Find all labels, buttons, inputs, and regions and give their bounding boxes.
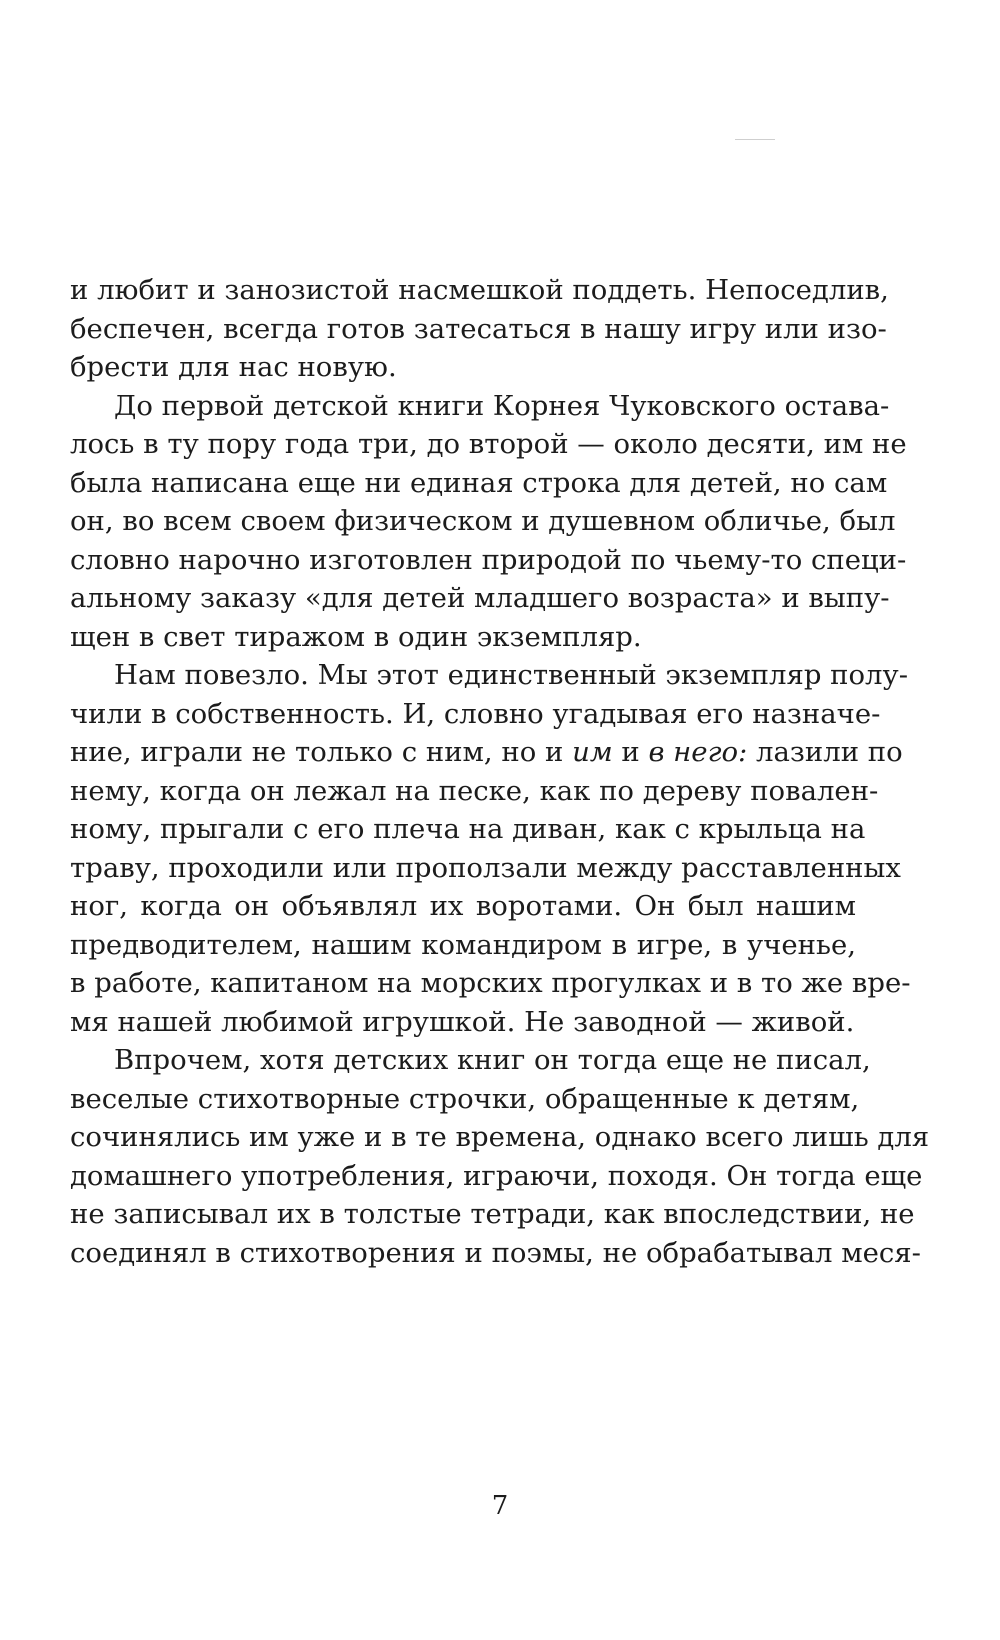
text-line: Нам повезло. Мы этот единственный экземпляр полу- [114,659,908,691]
text-line: сочинялись им уже и в те времена, однако всего лишь для [70,1121,930,1153]
text-line: в работе, капитаном на морских прогулках и в то же вре- [70,967,911,999]
text-line: щен в свет тиражом в один экземпляр. [70,620,642,653]
text-line: ному, прыгали с его плеча на диван, как с крыльца на [70,813,866,845]
text-line: Впрочем, хотя детских книг он тогда еще не писал, [114,1044,871,1076]
text-line: предводителем, нашим командиром в игре, в ученье, [70,928,856,961]
text-line: ние, играли не только с ним, но и им и в него: лазили по [70,736,903,768]
text-line: беспечен, всегда готов затесаться в нашу игру или изо- [70,312,887,345]
text-line: брести для нас новую. [70,351,397,383]
text-line: соединял в стихотворения и поэмы, не обрабатывал меся- [70,1236,921,1269]
scan-speck [735,139,775,140]
text-line: и любит и занозистой насмешкой поддеть. Непоседлив, [70,274,889,306]
text-line: домашнего употребления, играючи, походя. Он тогда еще [70,1159,923,1192]
page-number: 7 [491,1491,509,1521]
text-line: До первой детской книги Корнея Чуковского остава- [114,389,890,422]
text-line: траву, проходили или проползали между расставленных [70,851,901,884]
text-line: веселые стихотворные строчки, обращенные к детям, [70,1082,860,1115]
emphasis-text: им [572,736,613,768]
text-line: ног, когда он объявлял их воротами. Он был нашим [70,890,856,922]
text-line: была написана еще ни единая строка для детей, но сам [70,466,888,499]
text-line: не записывал их в толстые тетради, как впоследствии, не [70,1198,915,1230]
text-line: он, во всем своем физическом и душевном обличье, был [70,505,896,537]
text-line: альному заказу «для детей младшего возраста» и выпу- [70,582,890,614]
text-line: словно нарочно изготовлен природой по чьему-то специ- [70,543,907,576]
text-line: нему, когда он лежал на песке, как по дереву повален- [70,774,879,807]
body-text [70,271,930,1272]
text-line: мя нашей любимой игрушкой. Не заводной — живой. [70,1005,855,1038]
text-line: лось в ту пору года три, до второй — около десяти, им не [70,428,907,460]
emphasis-text: в него: [648,736,748,768]
text-line: чили в собственность. И, словно угадывая его назначе- [70,697,881,730]
